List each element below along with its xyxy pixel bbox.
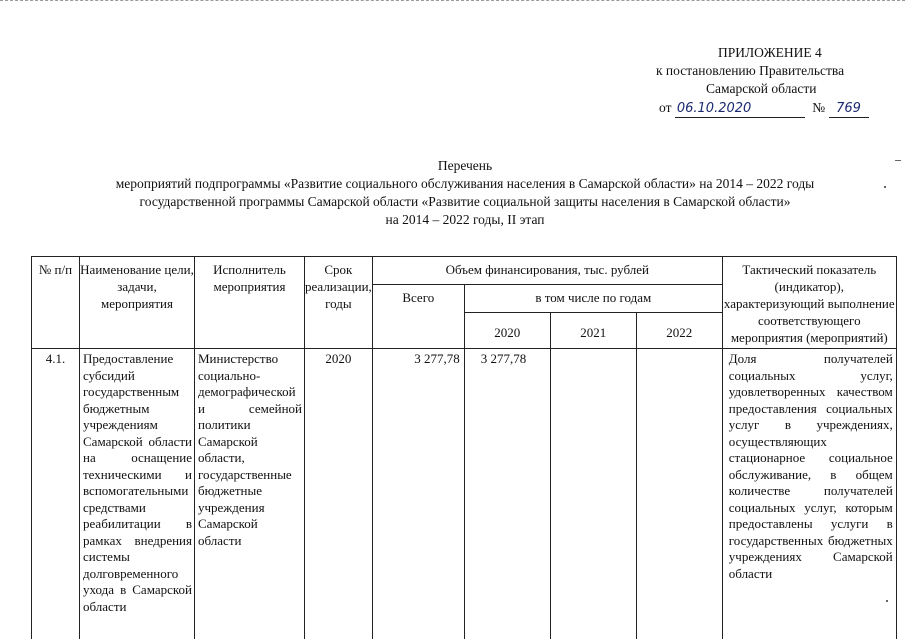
handwritten-date: 06.10.2020 (675, 100, 805, 118)
margin-tick (895, 160, 901, 161)
title-line-1: Перечень (437, 158, 493, 173)
date-prefix: от (659, 100, 672, 115)
title-line-3: государственной программы Самарской области «Развитие социальной защиты населения в Самарской области» (139, 194, 791, 209)
header-funding: Объем финансирования, тыс. рублей (372, 257, 722, 285)
header-num: № п/п (32, 257, 80, 349)
appendix-line-2: к постановлению Правительства (656, 63, 845, 78)
row-indicator: Доля получателей социальных услуг, удовлетворенных качеством предоставления социальных услуг в учреждениях, осуществляющих стационарное социальное обслуживание, в общем количестве получателей социальных услуг, которым предоставлены услуги в государственных бюджетных учреждениях Самарской области (722, 349, 896, 639)
title-line-4: на 2014 – 2022 годы, II этап (385, 212, 545, 227)
number-label: № (812, 100, 826, 115)
header-year-2022: 2022 (636, 313, 722, 349)
handwritten-number: 769 (829, 100, 869, 118)
top-border-line (0, 0, 905, 3)
header-by-years: в том числе по годам (464, 285, 722, 313)
row-2022 (636, 349, 722, 639)
appendix-title: ПРИЛОЖЕНИЕ 4 (718, 45, 822, 60)
row-num: 4.1. (32, 349, 80, 639)
table-row (32, 349, 897, 639)
row-term: 2020 (305, 349, 373, 639)
row-2020: 3 277,78 (464, 349, 550, 639)
header-executor: Исполнитель мероприятия (195, 257, 305, 349)
row-total: 3 277,78 (372, 349, 464, 639)
title-line-2: мероприятий подпрограммы «Развитие социального обслуживания населения в Самарской области» на 2014 – 2022 годы (115, 176, 815, 191)
header-name: Наименование цели, задачи, мероприятия (80, 257, 195, 349)
row-2021 (550, 349, 636, 639)
document-title (30, 157, 900, 229)
appendix-line-3: Самарской области (706, 81, 817, 96)
margin-dot (886, 600, 888, 602)
header-year-2020: 2020 (464, 313, 550, 349)
header-indicator: Тактический показатель (индикатор), характеризующий выполнение соответствующего мероприятия (мероприятий) (722, 257, 896, 349)
activities-table (31, 256, 897, 639)
header-term: Срок реализации, годы (305, 257, 373, 349)
row-name: Предоставление субсидий государственным бюджетным учреждениям Самарской области на оснащение техническими и вспомогательными средствами реабилитации в рамках внедрения системы долговременного ухода в Самарской области (80, 349, 195, 639)
header-year-2021: 2021 (550, 313, 636, 349)
row-executor: Министерство социально-демографической и семейной политики Самарской области, государственные бюджетные учреждения Самарской области (195, 349, 305, 639)
appendix-date-line (659, 99, 869, 118)
header-total: Всего (372, 285, 464, 349)
margin-dot (884, 186, 886, 188)
